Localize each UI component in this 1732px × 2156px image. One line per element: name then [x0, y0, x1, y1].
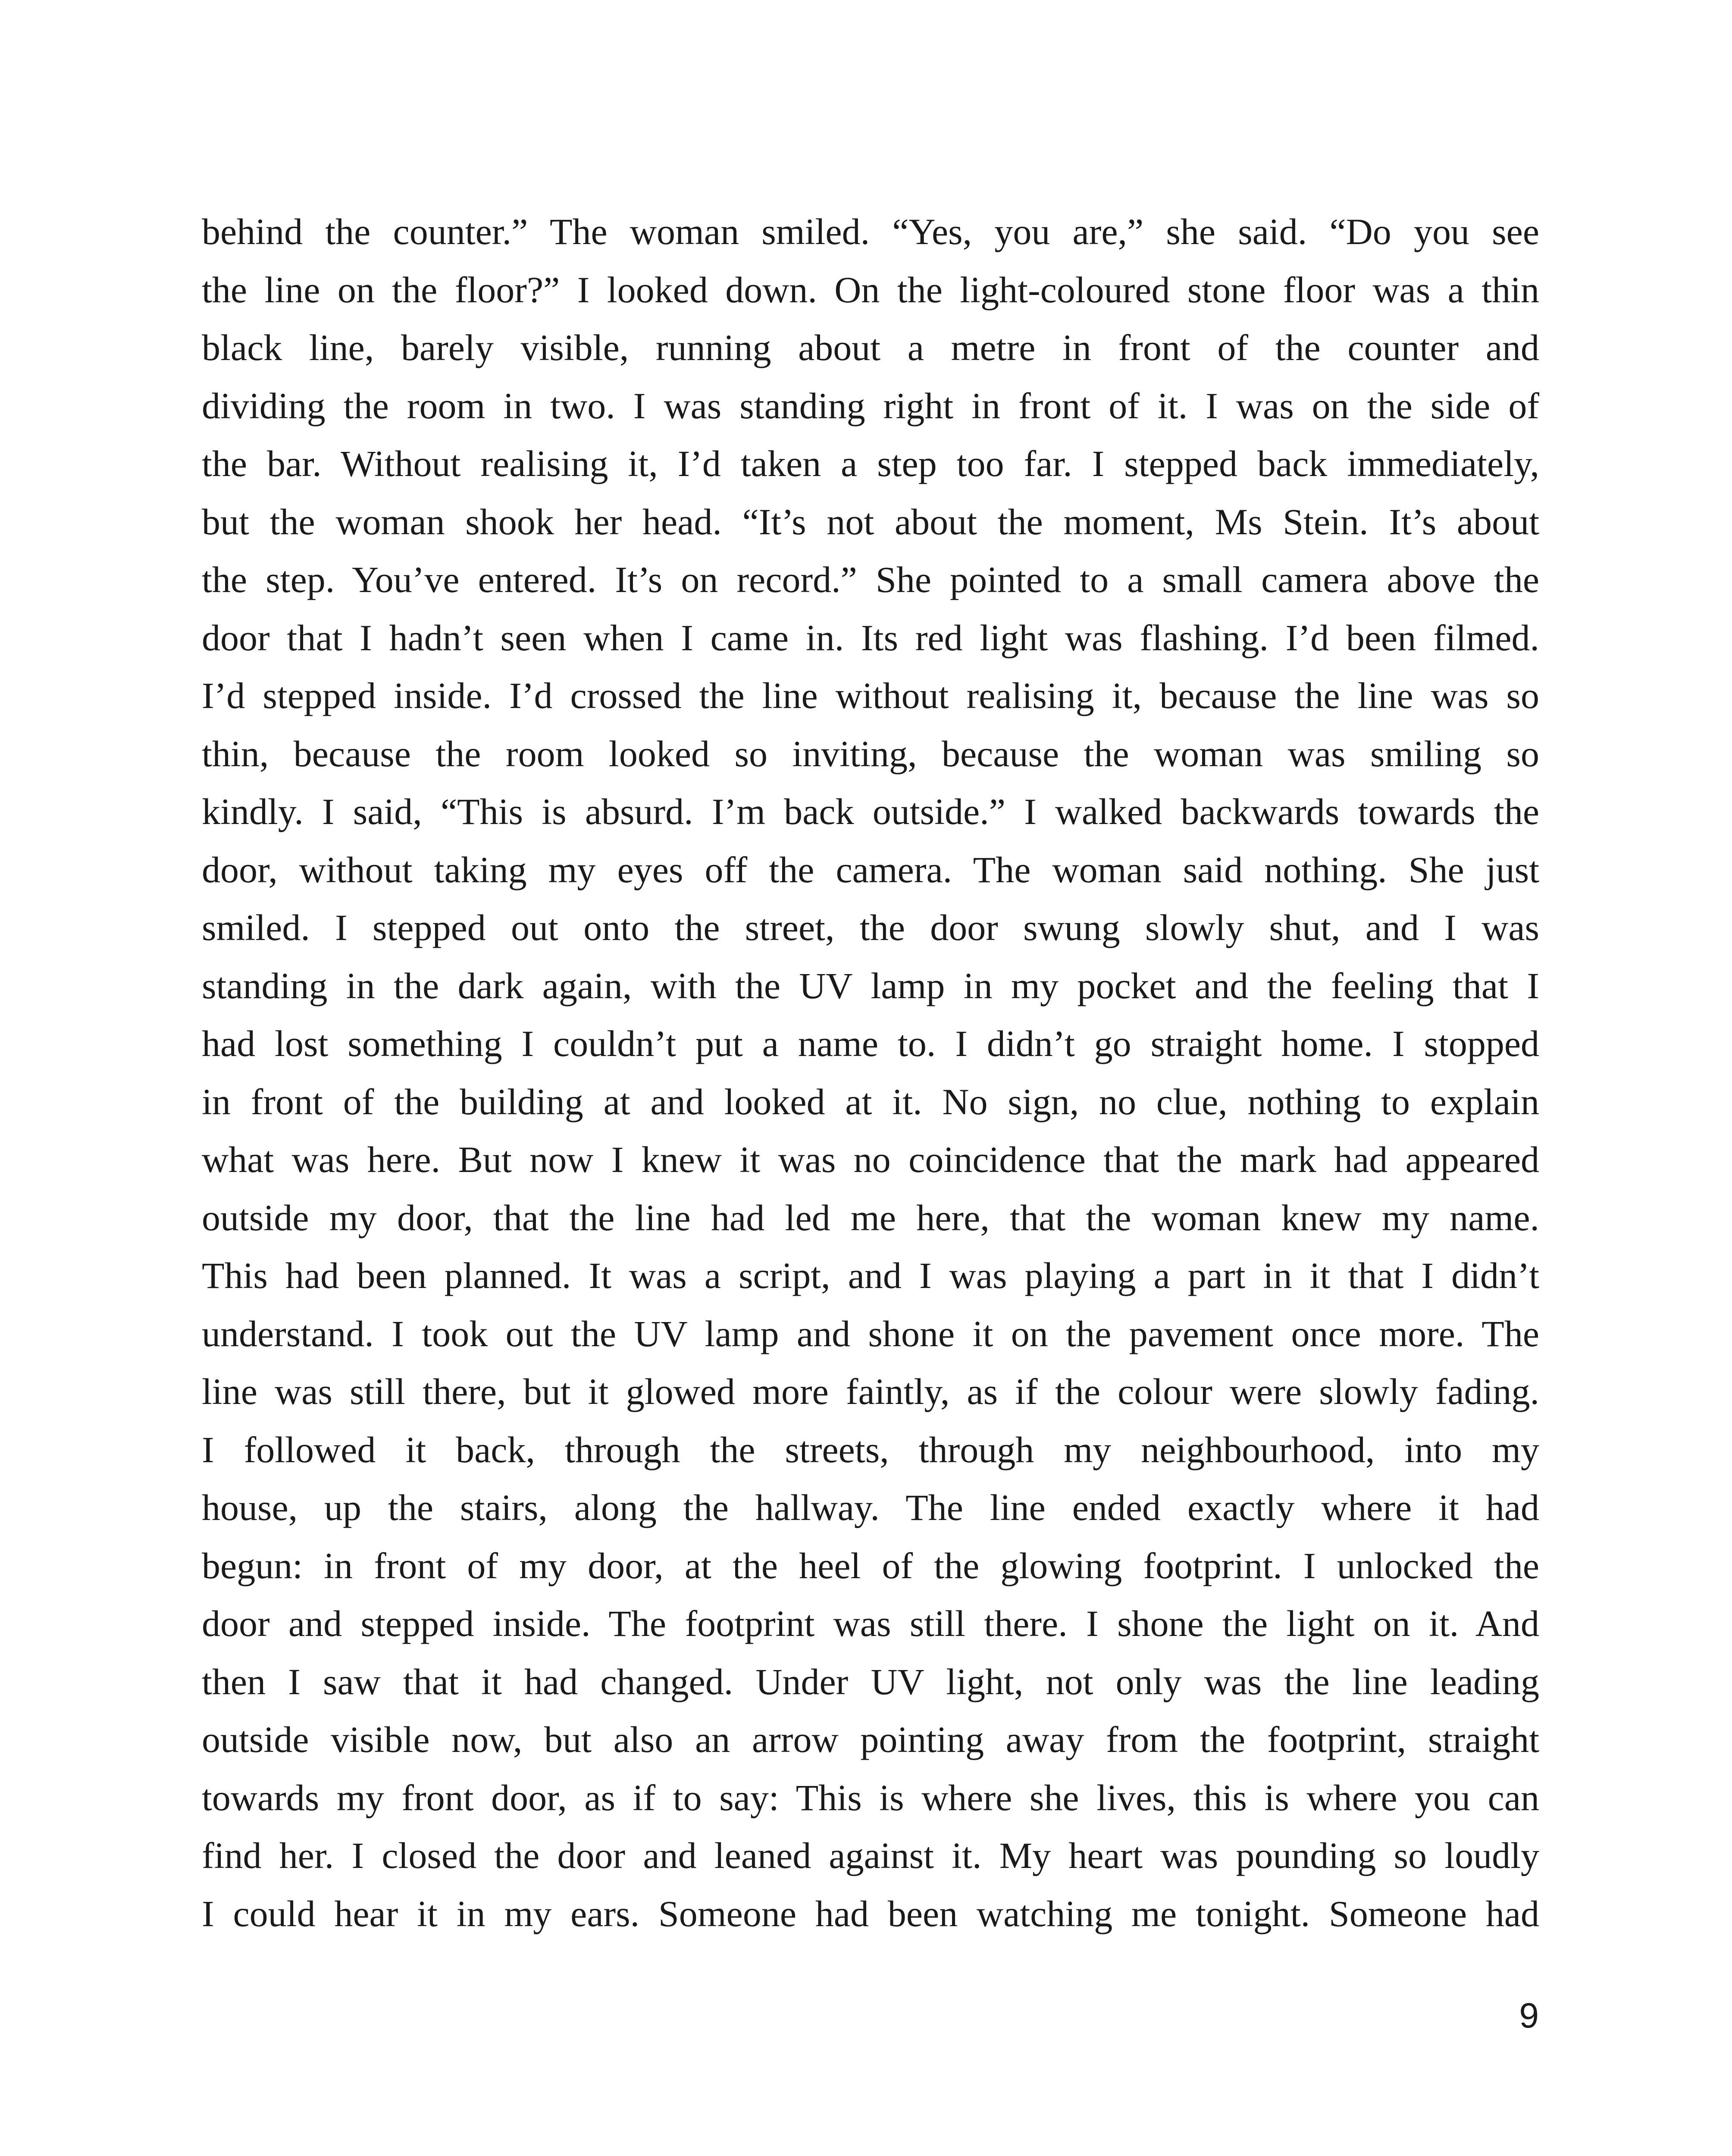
text-line-30: I could hear it in my ears. Someone had been watching me tonight. Someone had — [202, 1893, 1539, 1934]
text-line-24: begun: in front of my door, at the heel of the glowing footprint. I unlocked the — [202, 1545, 1539, 1586]
text-line-25: door and stepped inside. The footprint was still there. I shone the light on it. And — [202, 1603, 1539, 1644]
text-line-4: dividing the room in two. I was standing right in front of it. I was on the side of — [202, 385, 1539, 426]
text-line-18: outside my door, that the line had led me here, that the woman knew my name. — [202, 1197, 1539, 1238]
body-paragraph — [202, 203, 1539, 1943]
text-line-15: had lost something I couldn’t put a name to. I didn’t go straight home. I stopped — [202, 1023, 1539, 1064]
text-line-1: behind the counter.” The woman smiled. “Yes, you are,” she said. “Do you see — [202, 211, 1539, 252]
text-line-12: door, without taking my eyes off the camera. The woman said nothing. She just — [202, 849, 1539, 890]
page-number: 9 — [1519, 1996, 1539, 2035]
text-line-22: I followed it back, through the streets, through my neighbourhood, into my — [202, 1429, 1539, 1470]
text-line-8: door that I hadn’t seen when I came in. Its red light was flashing. I’d been filmed. — [202, 617, 1539, 658]
text-line-21: line was still there, but it glowed more faintly, as if the colour were slowly fading. — [202, 1371, 1539, 1412]
text-line-2: the line on the floor?” I looked down. On the light-coloured stone floor was a thin — [202, 269, 1539, 310]
text-line-28: towards my front door, as if to say: This is where she lives, this is where you can — [202, 1777, 1539, 1818]
text-line-10: thin, because the room looked so inviting, because the woman was smiling so — [202, 733, 1539, 774]
text-line-26: then I saw that it had changed. Under UV light, not only was the line leading — [202, 1661, 1539, 1702]
text-line-13: smiled. I stepped out onto the street, the door swung slowly shut, and I was — [202, 907, 1539, 948]
text-line-27: outside visible now, but also an arrow pointing away from the footprint, straight — [202, 1719, 1539, 1760]
text-line-19: This had been planned. It was a script, and I was playing a part in it that I didn’t — [202, 1255, 1539, 1296]
text-line-9: I’d stepped inside. I’d crossed the line without realising it, because the line was so — [202, 675, 1539, 716]
text-line-20: understand. I took out the UV lamp and shone it on the pavement once more. The — [202, 1313, 1539, 1354]
text-line-17: what was here. But now I knew it was no coincidence that the mark had appeared — [202, 1139, 1539, 1180]
text-line-16: in front of the building at and looked at it. No sign, no clue, nothing to explain — [202, 1081, 1539, 1122]
text-line-5: the bar. Without realising it, I’d taken a step too far. I stepped back immediately, — [202, 443, 1539, 484]
text-line-3: black line, barely visible, running about a metre in front of the counter and — [202, 327, 1539, 368]
text-line-23: house, up the stairs, along the hallway. The line ended exactly where it had — [202, 1487, 1539, 1528]
text-line-7: the step. You’ve entered. It’s on record.” She pointed to a small camera above the — [202, 559, 1539, 600]
text-line-14: standing in the dark again, with the UV lamp in my pocket and the feeling that I — [202, 965, 1539, 1006]
text-line-11: kindly. I said, “This is absurd. I’m back outside.” I walked backwards towards the — [202, 791, 1539, 832]
text-line-29: find her. I closed the door and leaned against it. My heart was pounding so loudly — [202, 1835, 1539, 1876]
text-line-6: but the woman shook her head. “It’s not about the moment, Ms Stein. It’s about — [202, 501, 1539, 542]
